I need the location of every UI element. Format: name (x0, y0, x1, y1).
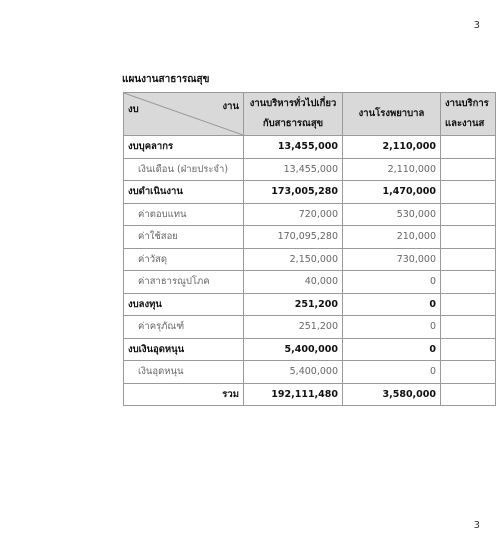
row-label-cell: รวม (124, 383, 244, 406)
value-cell (441, 158, 496, 181)
page-number-bottom: 3 (473, 520, 480, 531)
table-row (124, 226, 496, 249)
value-cell (441, 181, 496, 204)
column-header-label: งานโรงพยาบาล (358, 108, 425, 119)
value-cell: 730,000 (343, 248, 441, 271)
corner-label-work: งาน (222, 101, 239, 112)
column-header-label: งานบริหารทั่วไปเกี่ยวกับสาธารณสุข (249, 98, 337, 129)
value-cell: 720,000 (244, 203, 343, 226)
value-cell: 0 (343, 293, 441, 316)
value-cell (441, 361, 496, 384)
value-cell: 5,400,000 (244, 361, 343, 384)
table-row-group (124, 181, 496, 204)
row-label-cell: เงินอุดหนุน (124, 361, 244, 384)
table-row-group (124, 136, 496, 159)
value-cell: 170,095,280 (244, 226, 343, 249)
row-label-cell: ค่าวัสดุ (124, 248, 244, 271)
value-cell: 192,111,480 (244, 383, 343, 406)
value-cell: 0 (343, 361, 441, 384)
value-cell: 5,400,000 (244, 338, 343, 361)
value-cell: 13,455,000 (244, 136, 343, 159)
row-label-cell: งบลงทุน (124, 293, 244, 316)
row-label-cell: ค่าสาธารณูปโภค (124, 271, 244, 294)
page-number-top: 3 (473, 20, 480, 31)
table-row (124, 316, 496, 339)
value-cell (441, 226, 496, 249)
budget-table (123, 92, 496, 406)
value-cell: 1,470,000 (343, 181, 441, 204)
table-row-total (124, 383, 496, 406)
table-row (124, 158, 496, 181)
value-cell (441, 316, 496, 339)
value-cell (441, 271, 496, 294)
row-label-cell: ค่าครุภัณฑ์ (124, 316, 244, 339)
value-cell: 530,000 (343, 203, 441, 226)
value-cell: 2,110,000 (343, 136, 441, 159)
section-title: แผนงานสาธารณสุข (122, 74, 210, 85)
value-cell (441, 136, 496, 159)
column-header-services (441, 93, 496, 136)
column-header-label: งานบริการ และงานส (445, 98, 489, 129)
value-cell: 210,000 (343, 226, 441, 249)
table-header-row (124, 93, 496, 136)
value-cell: 2,150,000 (244, 248, 343, 271)
value-cell: 13,455,000 (244, 158, 343, 181)
row-label-cell: งบบุคลากร (124, 136, 244, 159)
row-label-cell: เงินเดือน (ฝ่ายประจำ) (124, 158, 244, 181)
value-cell: 173,005,280 (244, 181, 343, 204)
value-cell: 0 (343, 338, 441, 361)
table-row-group (124, 293, 496, 316)
value-cell (441, 248, 496, 271)
table-row (124, 271, 496, 294)
value-cell (441, 293, 496, 316)
column-header-general-admin (244, 93, 343, 136)
value-cell: 0 (343, 271, 441, 294)
row-label-cell: งบเงินอุดหนุน (124, 338, 244, 361)
value-cell: 2,110,000 (343, 158, 441, 181)
value-cell (441, 338, 496, 361)
table-row (124, 361, 496, 384)
value-cell: 251,200 (244, 316, 343, 339)
column-header-hospital (343, 93, 441, 136)
value-cell: 251,200 (244, 293, 343, 316)
table-row-group (124, 338, 496, 361)
value-cell (441, 383, 496, 406)
row-label-cell: งบดำเนินงาน (124, 181, 244, 204)
value-cell: 40,000 (244, 271, 343, 294)
header-corner-cell (124, 93, 244, 136)
value-cell: 3,580,000 (343, 383, 441, 406)
table-row (124, 203, 496, 226)
budget-table-container (123, 92, 489, 406)
corner-label-budget: งบ (128, 104, 139, 115)
table-row (124, 248, 496, 271)
value-cell: 0 (343, 316, 441, 339)
table-body (124, 136, 496, 406)
row-label-cell: ค่าใช้สอย (124, 226, 244, 249)
value-cell (441, 203, 496, 226)
row-label-cell: ค่าตอบแทน (124, 203, 244, 226)
